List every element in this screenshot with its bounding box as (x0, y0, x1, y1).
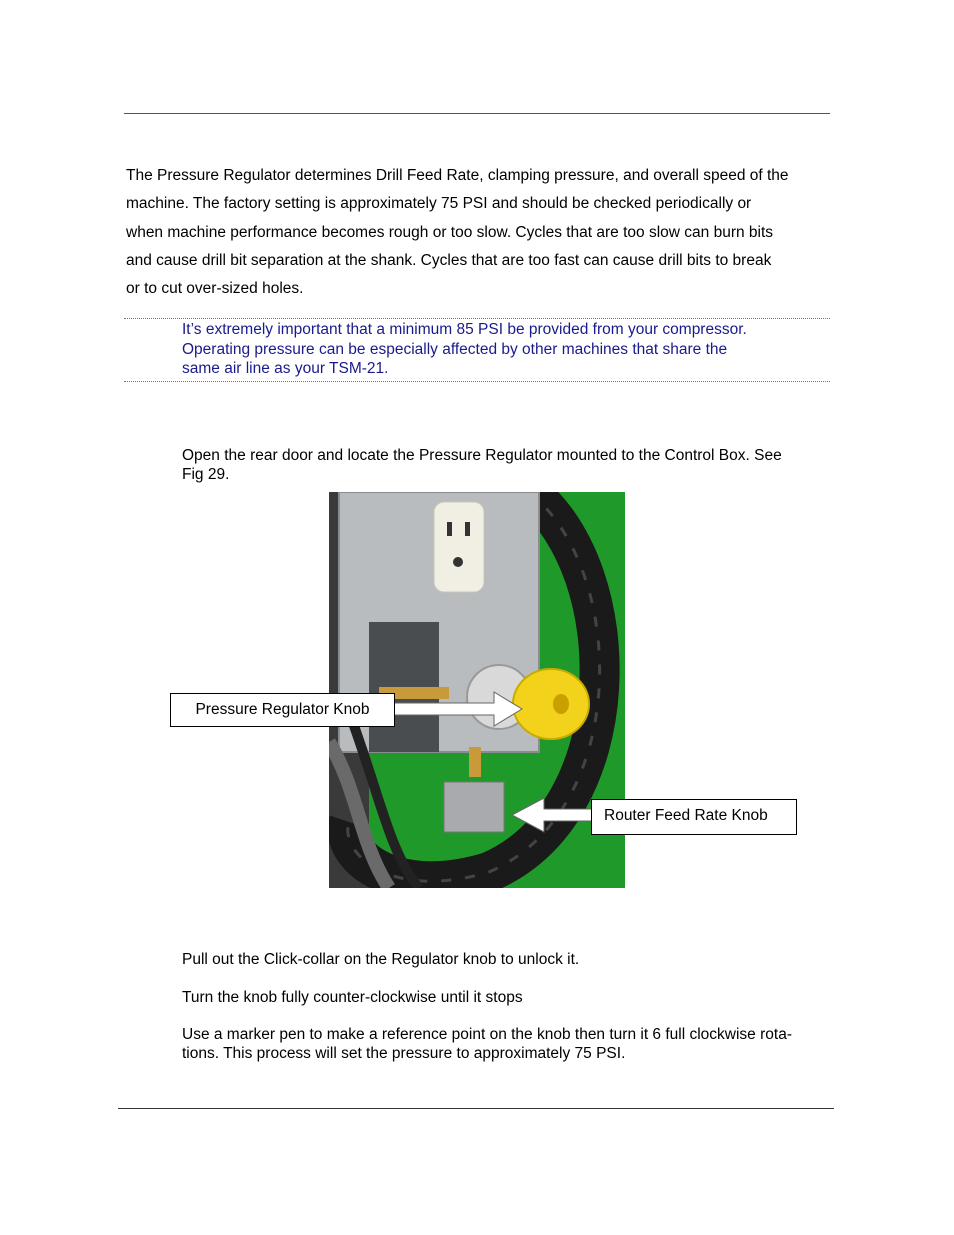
step-pull-click-collar: Pull out the Click-collar on the Regulator knob to unlock it. (182, 951, 580, 968)
note-line: Operating pressure can be especially affected by other machines that share the (182, 340, 728, 358)
note-line: same air line as your TSM-21. (182, 360, 389, 377)
step-marker-reference (182, 1025, 842, 1063)
step1-line: Open the rear door and locate the Pressure Regulator mounted to the Control Box. See (182, 447, 782, 464)
intro-line: when machine performance becomes rough or too slow. Cycles that are too slow can burn bits (126, 223, 774, 241)
footer-rule (118, 1108, 834, 1109)
intro-line: or to cut over-sized holes. (126, 280, 304, 298)
intro-line: machine. The factory setting is approximately 75 PSI and should be checked periodically or (126, 195, 752, 213)
note-line: It’s extremely important that a minimum 85 PSI be provided from your compressor. (182, 321, 747, 338)
step4-line: tions. This process will set the pressure to approximately 75 PSI. (182, 1045, 626, 1062)
pressure-regulator-arrow (394, 692, 522, 726)
pressure-regulator-knob-label: Pressure Regulator Knob (170, 693, 395, 727)
intro-line: The Pressure Regulator determines Drill Feed Rate, clamping pressure, and overall speed of the (126, 167, 789, 184)
intro-line: and cause drill bit separation at the shank. Cycles that are too fast can cause drill bits to break (126, 251, 772, 269)
router-feed-rate-knob-label: Router Feed Rate Knob (591, 799, 797, 835)
step-turn-counter-clockwise: Turn the knob fully counter-clockwise until it stops (182, 989, 523, 1006)
router-feed-rate-arrow (512, 798, 592, 832)
step4-line: Use a marker pen to make a reference point on the knob then turn it 6 full clockwise rota- (182, 1026, 792, 1043)
step1-line: Fig 29. (182, 466, 230, 483)
